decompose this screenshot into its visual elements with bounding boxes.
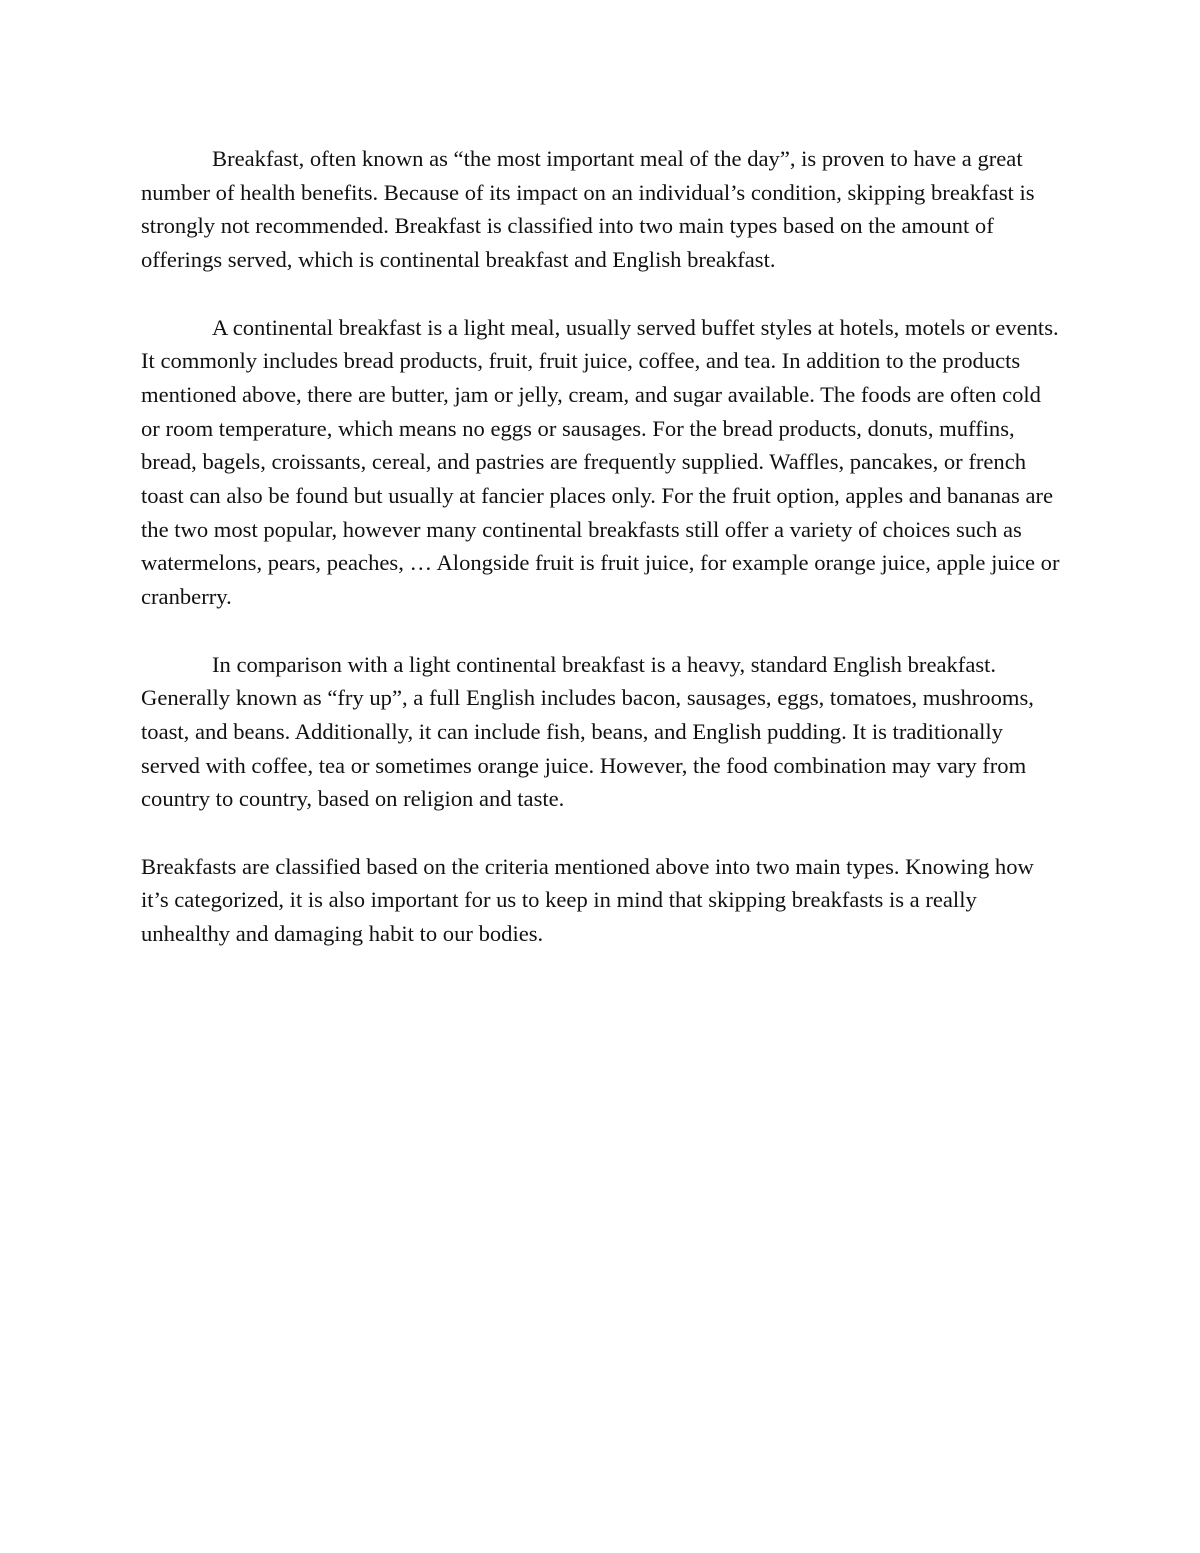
- paragraph-conclusion: Breakfasts are classified based on the criteria mentioned above into two main types. Knowing how it’s categorized, it is also important for us to keep in mind that skipping breakfasts is a really unhealthy and damaging habit to our bodies.: [141, 853, 1034, 947]
- paragraph-intro: Breakfast, often known as “the most important meal of the day”, is proven to have a great number of health benefits. Because of its impact on an individual’s condition, skipping breakfast is strongly not recommended. Breakfast is classified into two main types based on the amount of offerings served, which is continental breakfast and English breakfast.: [141, 146, 1035, 273]
- paragraph-english-breakfast: In comparison with a light continental breakfast is a heavy, standard English breakfast. Generally known as “fry up”, a full English includes bacon, sausages, eggs, tomatoes, mushrooms, toast, and beans. Additionally, it can include fish, beans, and English pudding. It is traditionally served with coffee, tea or sometimes orange juice. However, the food combination may vary from country to country, based on religion and taste.: [141, 651, 1034, 812]
- document-body: [141, 142, 1063, 951]
- paragraph-continental-breakfast: A continental breakfast is a light meal, usually served buffet styles at hotels, motels or events. It commonly includes bread products, fruit, fruit juice, coffee, and tea. In addition to the products mentioned above, there are butter, jam or jelly, cream, and sugar available. The foods are often cold or room temperature, which means no eggs or sausages. For the bread products, donuts, muffins, bread, bagels, croissants, cereal, and pastries are frequently supplied. Waffles, pancakes, or french toast can also be found but usually at fancier places only. For the fruit option, apples and bananas are the two most popular, however many continental breakfasts still offer a variety of choices such as watermelons, pears, peaches, … Alongside fruit is fruit juice, for example orange juice, apple juice or cranberry.: [141, 314, 1060, 610]
